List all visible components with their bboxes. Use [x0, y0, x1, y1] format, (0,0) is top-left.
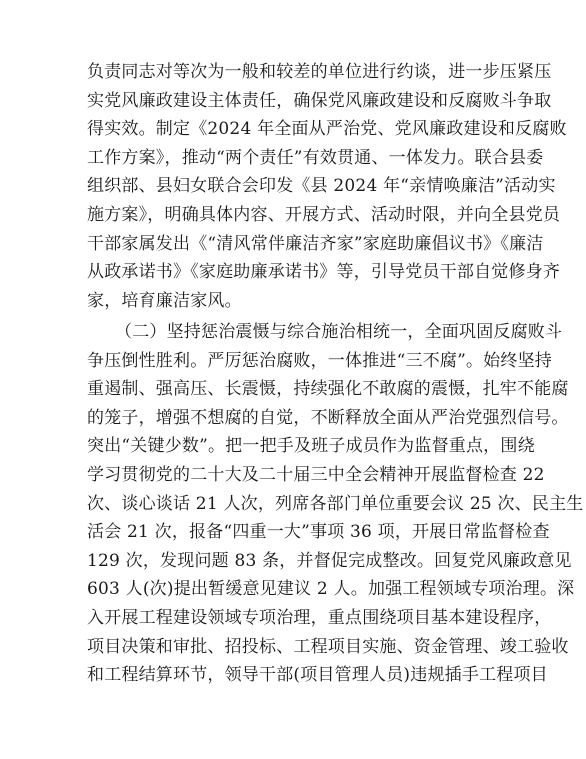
- text-line: 争压倒性胜利。严厉惩治腐败，一体推进“三不腐”。始终坚持: [87, 350, 552, 371]
- text-line: 次、谈心谈话 21 人次，列席各部门单位重要会议 25 次、民主生: [87, 493, 584, 514]
- text-line: 入开展工程建设领域专项治理，重点围绕项目基本建设程序，: [87, 607, 552, 628]
- paragraph-1: [87, 58, 567, 315]
- text-line: 得实效。制定《2024 年全面从严治党、党风廉政建设和反腐败: [87, 119, 567, 140]
- text-line: 实党风廉政建设主体责任，确保党风廉政建设和反腐败斗争取: [87, 90, 552, 111]
- text-line: 学习贯彻党的二十大及二十届三中全会精神开展监督检查 22: [87, 464, 545, 485]
- paragraph-2: [87, 318, 584, 690]
- section-heading-line: （二）坚持惩治震慑与综合施治相统一，全面巩固反腐败斗: [115, 322, 563, 342]
- text-line: 603 人(次)提出暂缓意见建议 2 人。加强工程领域专项治理。深: [87, 579, 575, 600]
- text-line: 活会 21 次，报备“四重一大”事项 36 项，开展日常监督检查: [87, 522, 550, 543]
- text-line: 负责同志对等次为一般和较差的单位进行约谈，进一步压紧压: [87, 62, 552, 82]
- text-line: 工作方案》，推动“两个责任”有效贯通、一体发力。联合县委: [87, 147, 544, 168]
- text-line: 和工程结算环节，领导干部(项目管理人员)违规插手工程项目: [87, 665, 548, 686]
- text-line: 施方案》，明确具体内容、开展方式、活动时限，并向全县党员: [87, 204, 561, 225]
- text-line: 从政承诺书》《家庭助廉承诺书》等，引导党员干部自觉修身齐: [87, 262, 561, 283]
- text-line: 组织部、县妇女联合会印发《县 2024 年“亲情唤廉洁”活动实: [87, 176, 556, 197]
- text-line: 重遏制、强高压、长震慑，持续强化不敢腐的震慑，扎牢不能腐: [87, 379, 569, 400]
- text-line: 的笼子，增强不想腐的自觉，不断释放全面从严治党强烈信号。: [87, 407, 569, 428]
- text-line: 129 次，发现问题 83 条，并督促完成整改。回复党风廉政意见: [87, 550, 572, 571]
- text-line: 干部家属发出《“清风常伴廉洁齐家”家庭助廉倡议书》《廉洁: [87, 233, 544, 254]
- text-line: 项目决策和审批、招投标、工程项目实施、资金管理、竣工验收: [87, 636, 569, 657]
- text-line: 突出“关键少数”。把一把手及班子成员作为监督重点，围绕: [87, 436, 535, 457]
- text-line: 家，培育廉洁家风。: [87, 290, 242, 311]
